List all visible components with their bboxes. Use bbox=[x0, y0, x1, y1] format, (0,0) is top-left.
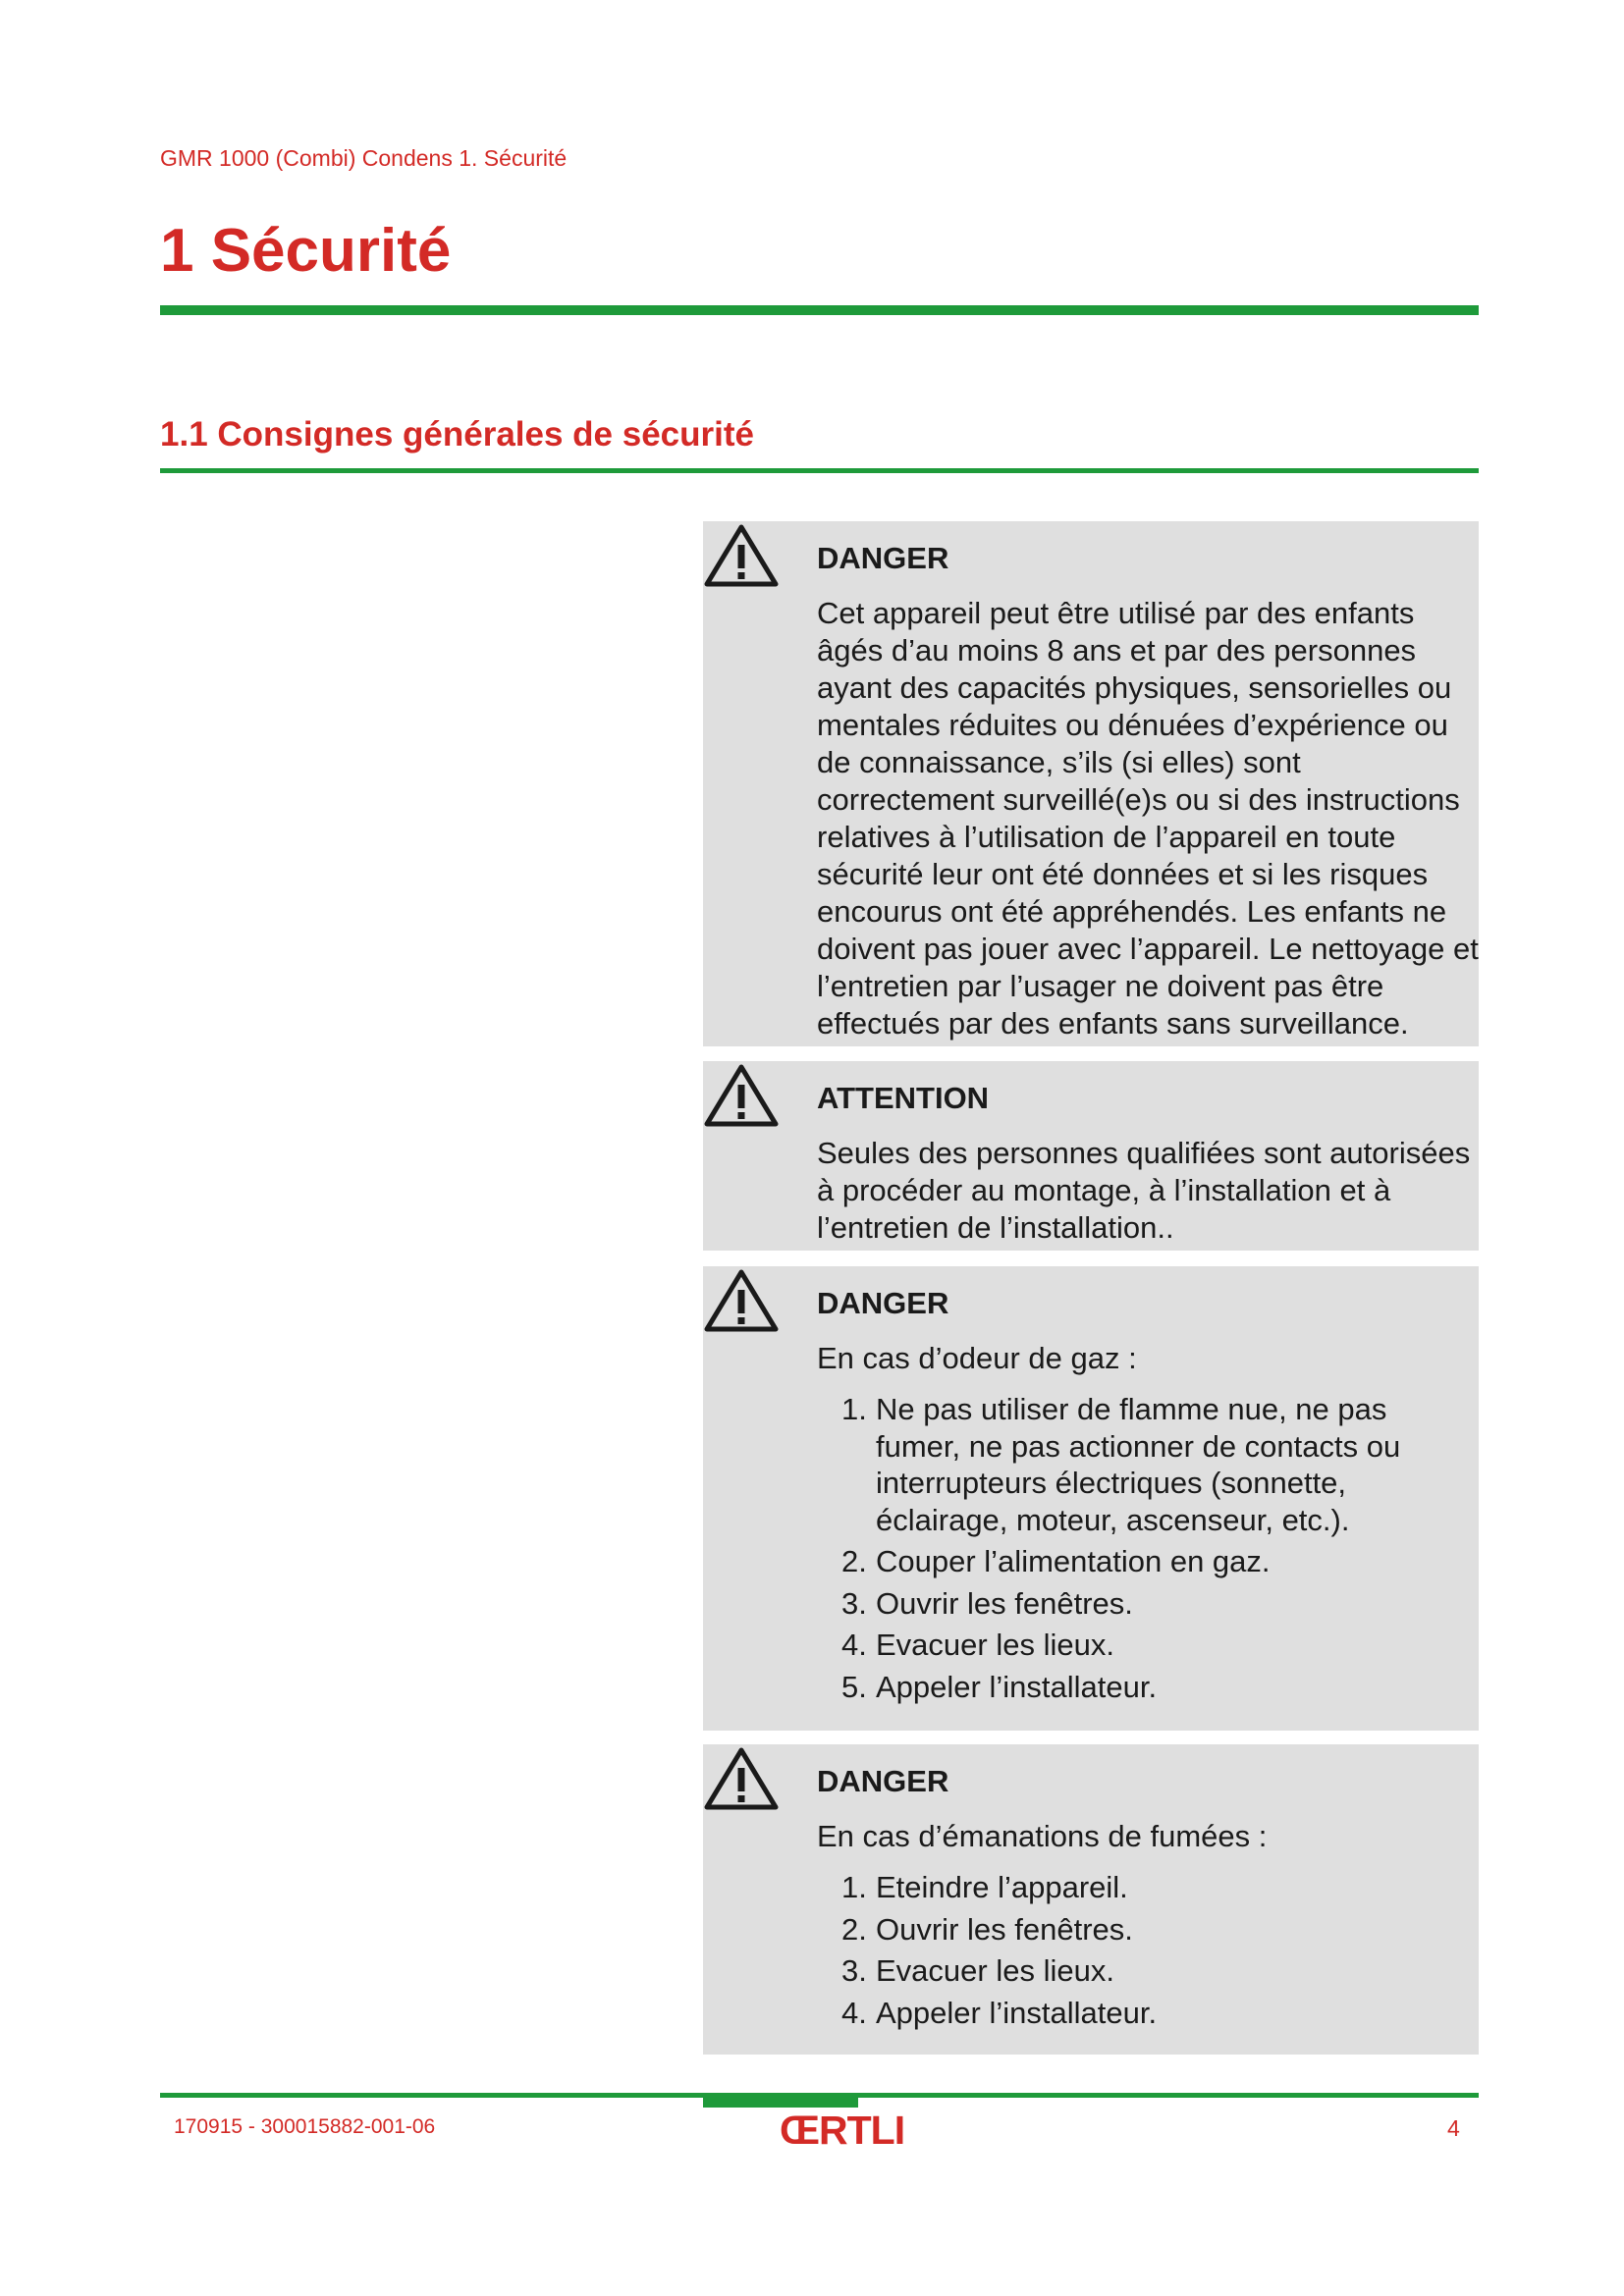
notice-label: ATTENTION bbox=[817, 1081, 990, 1115]
warning-triangle-icon bbox=[703, 1744, 780, 1813]
section-title: 1.1 Consignes générales de sécurité bbox=[160, 415, 754, 454]
notice-label: DANGER bbox=[817, 1286, 949, 1320]
brand-logo: ŒRTLI bbox=[780, 2108, 905, 2153]
list-item: 4. Evacuer les lieux. bbox=[841, 1628, 1114, 1662]
list-item: 2. Couper l’alimentation en gaz. bbox=[841, 1544, 1271, 1578]
running-header: GMR 1000 (Combi) Condens 1. Sécurité bbox=[160, 145, 568, 171]
list-item: 1. Ne pas utiliser de flamme nue, ne pas fumer, ne pas actionner de contacts ou interrupteurs électriques (sonnette, éclairage, moteur, ascenseur, etc.). bbox=[841, 1392, 1401, 1537]
list-item: 5. Appeler l’installateur. bbox=[841, 1669, 1158, 1704]
page-number: 4 bbox=[1447, 2115, 1460, 2141]
chapter-divider bbox=[160, 305, 1479, 315]
notice-label: DANGER bbox=[817, 1764, 949, 1798]
danger-notice-children bbox=[703, 521, 1479, 1046]
warning-triangle-icon bbox=[703, 1266, 780, 1335]
document-code: 170915 - 300015882-001-06 bbox=[174, 2115, 436, 2138]
notice-text: Seules des personnes qualifiées sont autorisées à procéder au montage, à l’installation et à l’entretien de l’installation.. bbox=[817, 1136, 1471, 1245]
warning-triangle-icon bbox=[703, 1061, 780, 1130]
steps-list bbox=[817, 1869, 1479, 2031]
notice-label: DANGER bbox=[817, 541, 949, 575]
list-item: 4. Appeler l’installateur. bbox=[841, 1995, 1158, 2030]
danger-notice-fumes bbox=[703, 1744, 1479, 2055]
list-item: 3. Evacuer les lieux. bbox=[841, 1953, 1114, 1988]
attention-notice-qualified bbox=[703, 1061, 1479, 1251]
danger-notice-gas-odour bbox=[703, 1266, 1479, 1731]
chapter-title: 1 Sécurité bbox=[160, 217, 452, 285]
notice-text: En cas d’odeur de gaz : bbox=[817, 1341, 1137, 1375]
notice-text: Cet appareil peut être utilisé par des enfants âgés d’au moins 8 ans et par des personnes ayant des capacités physiques, sensorielles ou mentales réduites ou dénuées d’expérience ou de connaissance, s’ils (si elles) sont correctement surveillé(e)s ou si des instructions relatives à l’utilisation de l’appareil en toute sécurité leur ont été données et si les risques encourus ont été appréhendés. Les enfants ne doivent pas jouer avec l’appareil. Le nettoyage et l’entretien par l’usager ne doivent pas être effectués par des enfants sans surveillance. bbox=[817, 596, 1479, 1041]
notice-text: En cas d’émanations de fumées : bbox=[817, 1819, 1268, 1853]
list-item: 3. Ouvrir les fenêtres. bbox=[841, 1585, 1133, 1621]
footer-logo-bar bbox=[703, 2098, 858, 2108]
list-item: 1. Eteindre l’appareil. bbox=[841, 1870, 1128, 1904]
warning-triangle-icon bbox=[703, 521, 780, 590]
list-item: 2. Ouvrir les fenêtres. bbox=[841, 1911, 1133, 1947]
section-divider bbox=[160, 468, 1479, 473]
steps-list bbox=[817, 1391, 1479, 1705]
